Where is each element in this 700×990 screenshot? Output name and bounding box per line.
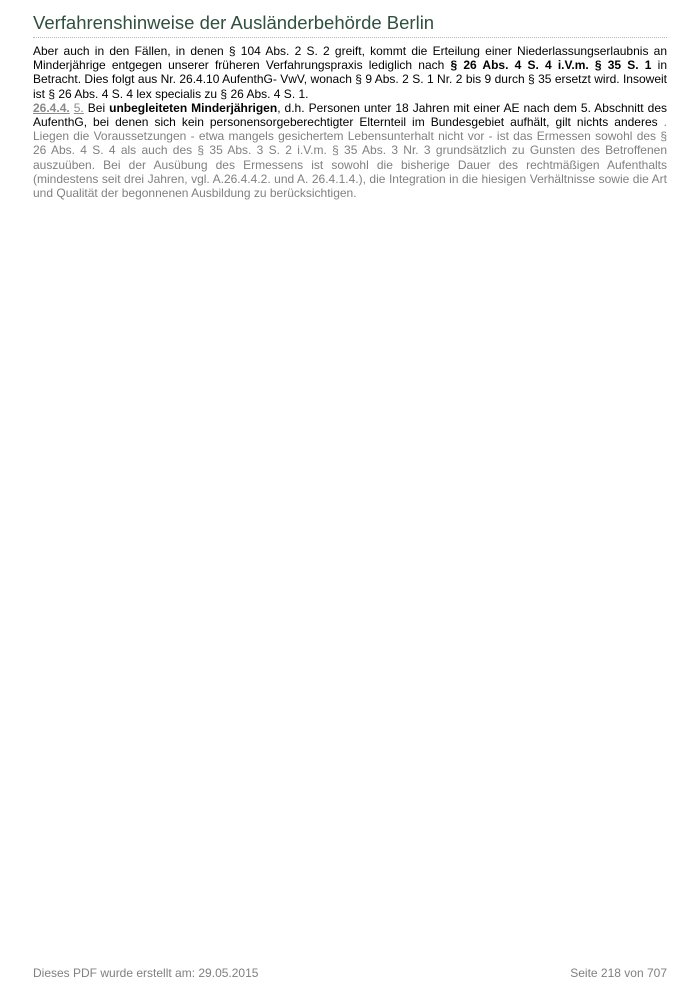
paragraph-2 (33, 101, 667, 200)
paragraph-2-text-a: Bei (83, 100, 110, 115)
paragraph-2-gray-text: . Liegen die Voraussetzungen - etwa mangels gesichertem Lebensunterhalt nicht vor - ist das Ermessen sowohl des § 26 Abs. 4 S. 4 als auch des § 35 Abs. 3 S. 2 i.V.m. § 35 Abs. 3 Nr. 3 grundsätzlich zu Gunsten des Betroffenen auszuüben. Bei der Ausübung des Ermessens ist sowohl die bisherige Dauer des rechtmäßigen Aufenthalts (mindestens seit drei Jahren, vgl. A.26.4.4.2. und A. 26.4.1.4.), die Integration in die hiesigen Verhältnisse sowie die Art und Qualität der begonnenen Ausbildung zu berücksichtigen. (33, 115, 667, 201)
document-title: Verfahrenshinweise der Ausländerbehörde Berlin (33, 12, 435, 33)
paragraph-1-bold-citation: § 26 Abs. 4 S. 4 i.V.m. § 35 S. 1 (450, 58, 652, 73)
paragraph-2-text-b: , d.h. Personen unter 18 Jahren mit einer AE nach dem 5. Abschnitt des AufenthG, bei denen sich kein personensorgeberechtigter Elternteil im Bundesgebiet aufhält, gilt nichts anderes (33, 100, 667, 130)
creation-date-note: Dieses PDF wurde erstellt am: 29.05.2015 (33, 966, 259, 980)
paragraph-1 (33, 44, 667, 101)
paragraph-1-text-a: Aber auch in den Fällen, in denen § 104 Abs. 2 S. 2 greift, kommt die Erteilung einer Niederlassungserlaubnis an Minderjährige entgegen unserer früheren Verfahrungspraxis lediglich nach (33, 44, 667, 73)
page-footer (33, 966, 667, 980)
document-body (33, 44, 667, 200)
page-number: Seite 218 von 707 (570, 966, 667, 980)
paragraph-1-text-b: in Betracht. Dies folgt aus Nr. 26.4.10 AufenthG- VwV, wonach § 9 Abs. 2 S. 1 Nr. 2 bis 9 durch § 35 ersetzt wird. Insoweit ist § 26 Abs. 4 S. 4 lex specialis zu § 26 Abs. 4 S. 1. (33, 58, 667, 101)
section-reference-link[interactable]: 26.4.4. (33, 100, 70, 115)
header-divider (33, 37, 667, 38)
paragraph-2-bold-term: unbegleiteten Minderjährigen (109, 100, 278, 115)
page-header (33, 12, 667, 46)
item-number-link[interactable]: 5. (73, 100, 84, 115)
